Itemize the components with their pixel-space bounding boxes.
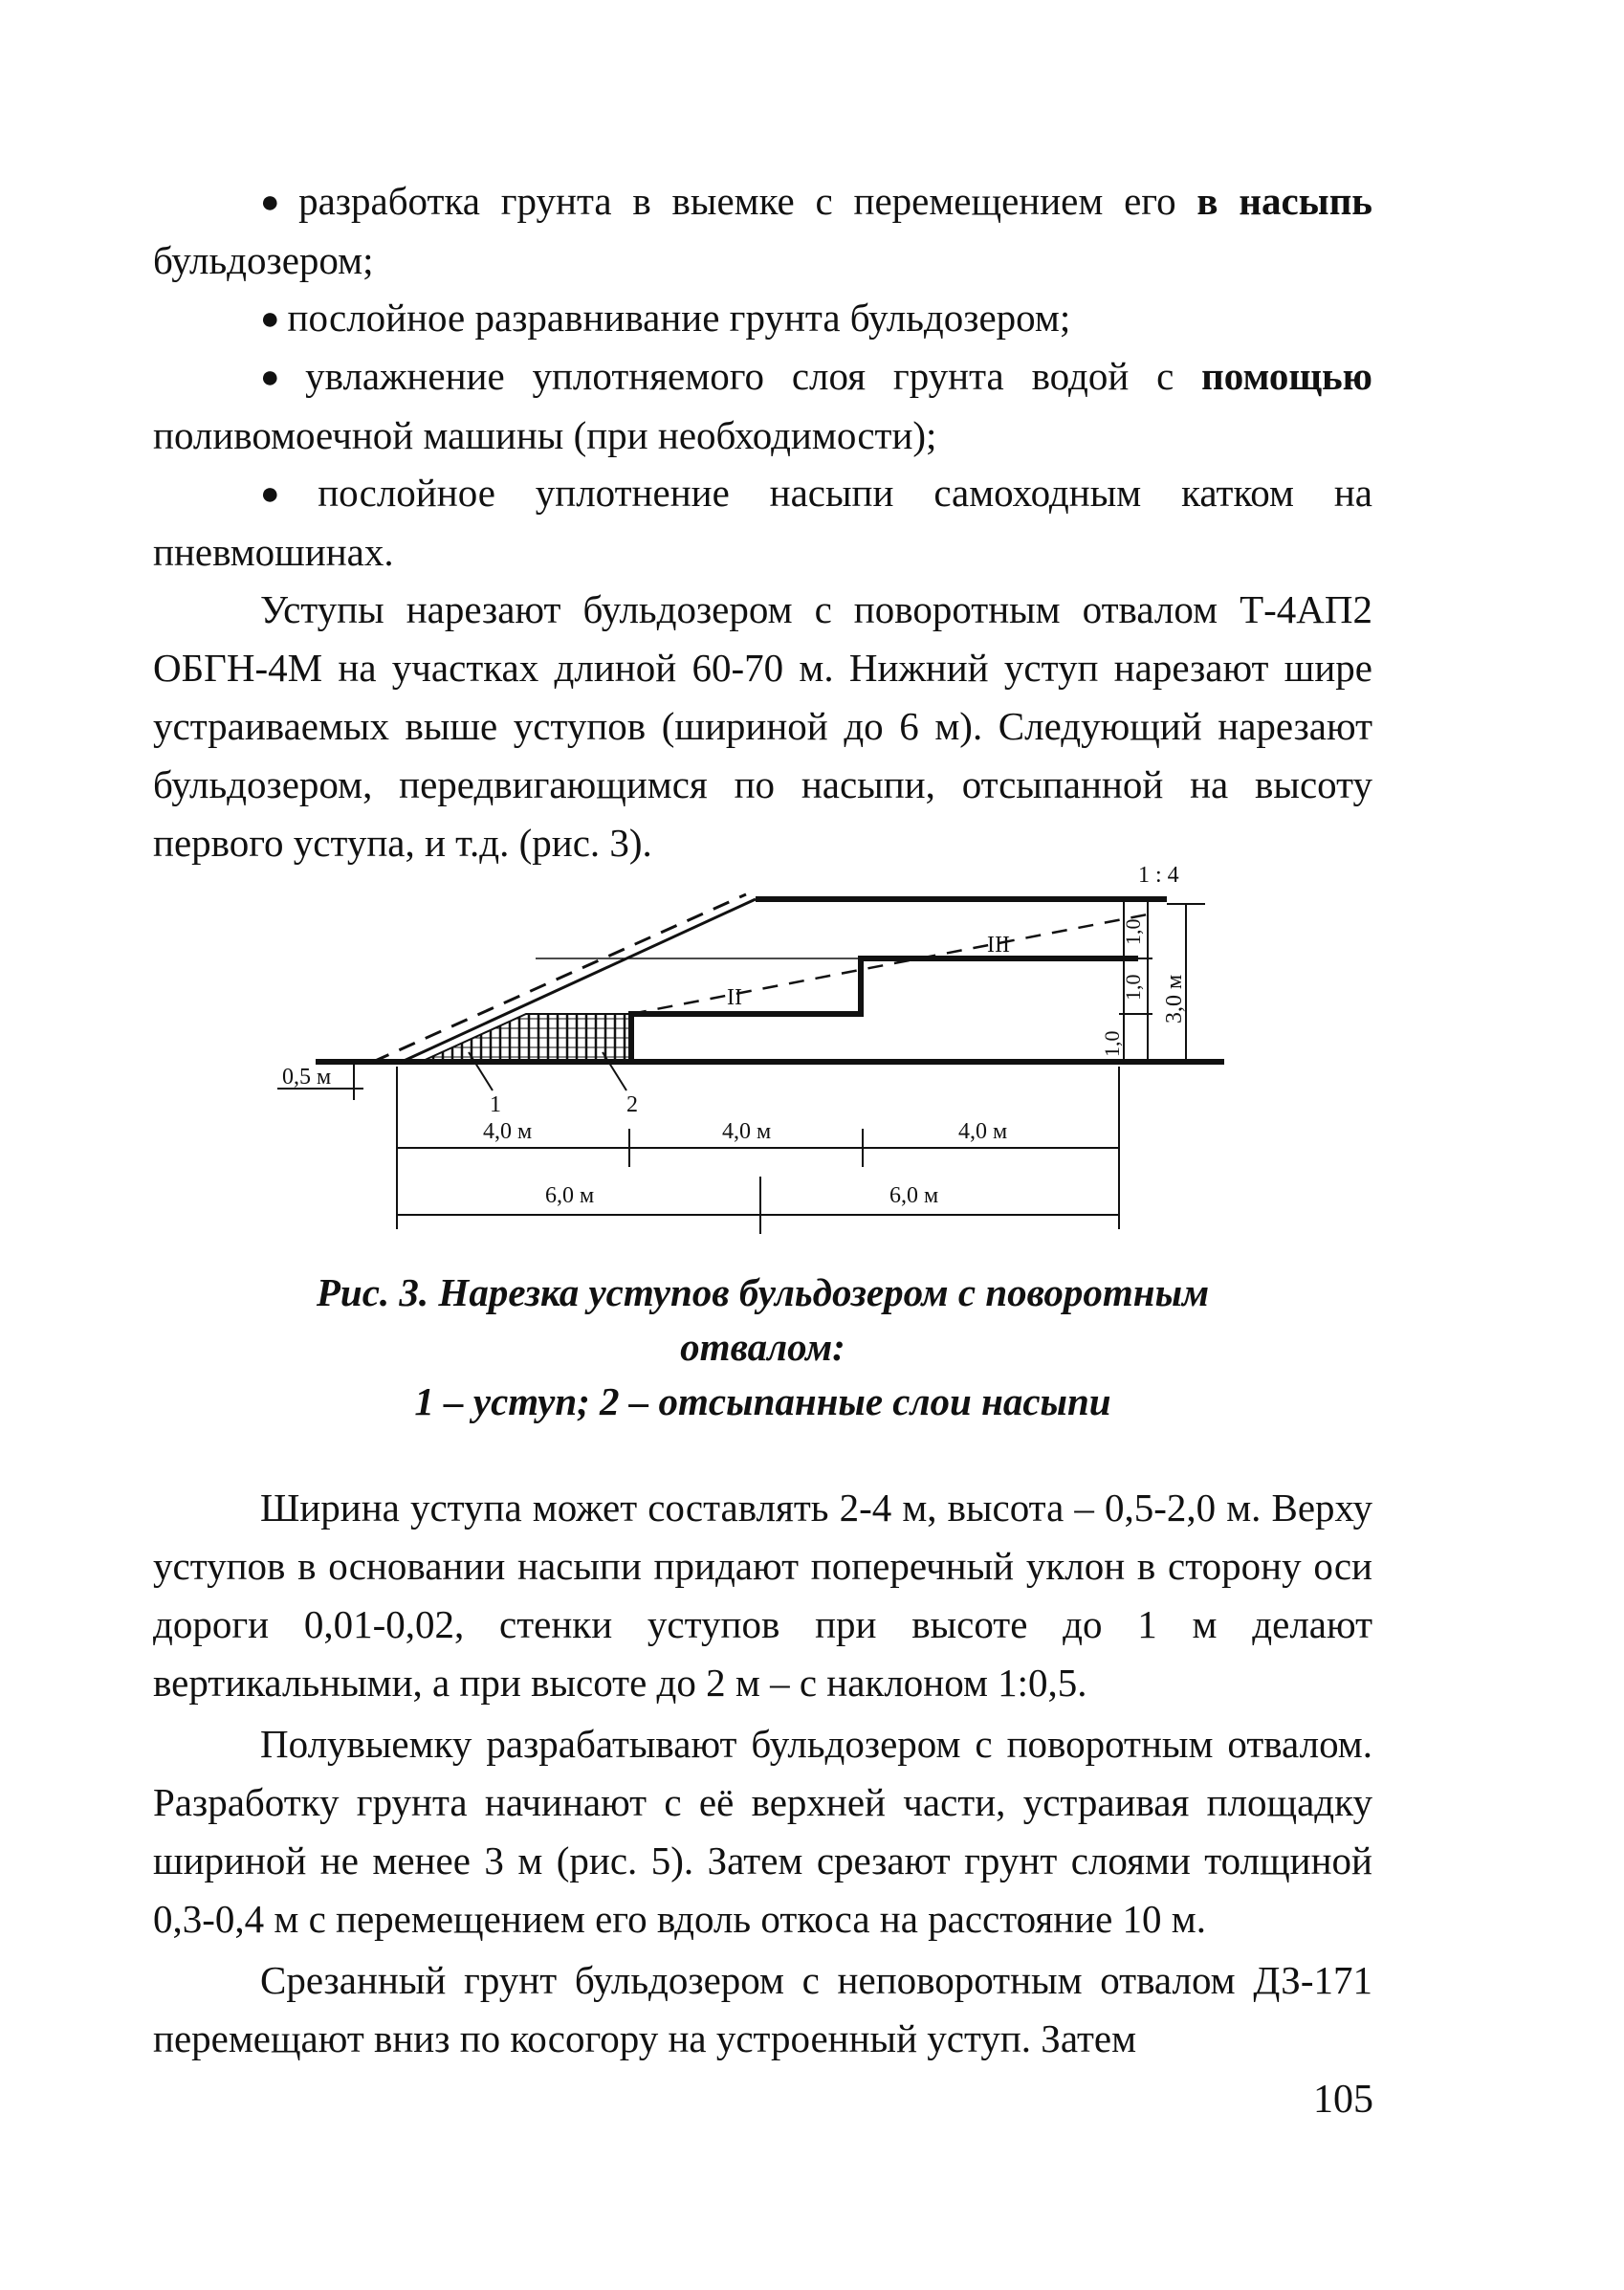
callout-2: 2 — [626, 1092, 638, 1117]
ground-surface — [631, 914, 1152, 1014]
bullet-icon: ● — [260, 360, 298, 395]
callout-1: 1 — [490, 1092, 501, 1117]
bullet-item: ● послойное уплотнение насыпи самоходным катком на пневмошинах. — [153, 471, 1372, 574]
dimension-label: 6,0 м — [889, 1183, 939, 1208]
height-label: 1,0 — [1100, 1030, 1124, 1057]
dimension-label: 4,0 м — [722, 1119, 772, 1144]
paragraph-half-cut: Полувыемку разрабатывают бульдозером с поворотным отвалом. Разработку грунта начинают с её верхней части, устраивая площадку шириной не менее 3 м (рис. 5). Затем срезают грунт слоями толщиной 0,3-0,4 м с перемещением его вдоль откоса на расстояние 10 м. — [153, 1722, 1372, 1941]
bullet-item: ● разработка грунта в выемке с перемещением его в насыпь бульдозером; — [153, 179, 1372, 282]
height-label: 1,0 — [1121, 918, 1145, 945]
left-height-label: 0,5 м — [282, 1065, 332, 1090]
figure-caption-line3: 1 – уступ; 2 – отсыпанные слои насыпи — [414, 1379, 1111, 1423]
figure-caption-line2: отвалом: — [680, 1325, 845, 1369]
dimension-label: 4,0 м — [483, 1119, 533, 1144]
figure-3-diagram — [277, 861, 1253, 1244]
bullet-item: ● увлажнение уплотняемого слоя грунта водой с помощью поливомоечной машины (при необходимости); — [153, 354, 1372, 457]
dimension-label: 6,0 м — [545, 1183, 595, 1208]
step-ledges — [631, 958, 1138, 1062]
dimension-label: 4,0 м — [958, 1119, 1008, 1144]
paragraph-bench-size: Ширина уступа может составлять 2-4 м, высота – 0,5-2,0 м. Верху уступов в основании насыпи придают поперечный уклон в сторону оси дороги 0,01-0,02, стенки уступов при высоте до 1 м делают вертикальными, а при высоте до 2 м – с наклоном 1:0,5. — [153, 1486, 1372, 1705]
slope-label: 1 : 4 — [1138, 863, 1179, 888]
bullet-item: ● послойное разравнивание грунта бульдозером; — [260, 296, 1071, 340]
bullet-icon: ● — [260, 476, 311, 512]
layer-label-iii: III — [987, 933, 1010, 958]
bullet-icon: ● — [260, 301, 280, 337]
page-number: 105 — [1313, 2078, 1373, 2122]
paragraph-benches: Уступы нарезают бульдозером с поворотным отвалом Т-4АП2 ОБГН-4М на участках длиной 60-70 м. Нижний уступ нарезают шире устраиваемых выше уступов (шириной до 6 м). Следующий нарезают бульдозером, передвигающимся по насыпи, отсыпанной на высоту первого уступа, и т.д. (рис. 3). — [153, 587, 1372, 865]
paragraph-cut-soil: Срезанный грунт бульдозером с неповоротным отвалом ДЗ-171 перемещают вниз по косогору на устроенный уступ. Затем — [153, 1958, 1372, 2060]
height-label: 1,0 — [1121, 974, 1145, 1001]
figure-caption-line1: Рис. 3. Нарезка уступов бульдозером с поворотным — [316, 1270, 1210, 1314]
height-label-total: 3,0 м — [1162, 974, 1187, 1024]
bullet-icon: ● — [260, 185, 292, 220]
layer-label-ii: II — [727, 985, 742, 1010]
